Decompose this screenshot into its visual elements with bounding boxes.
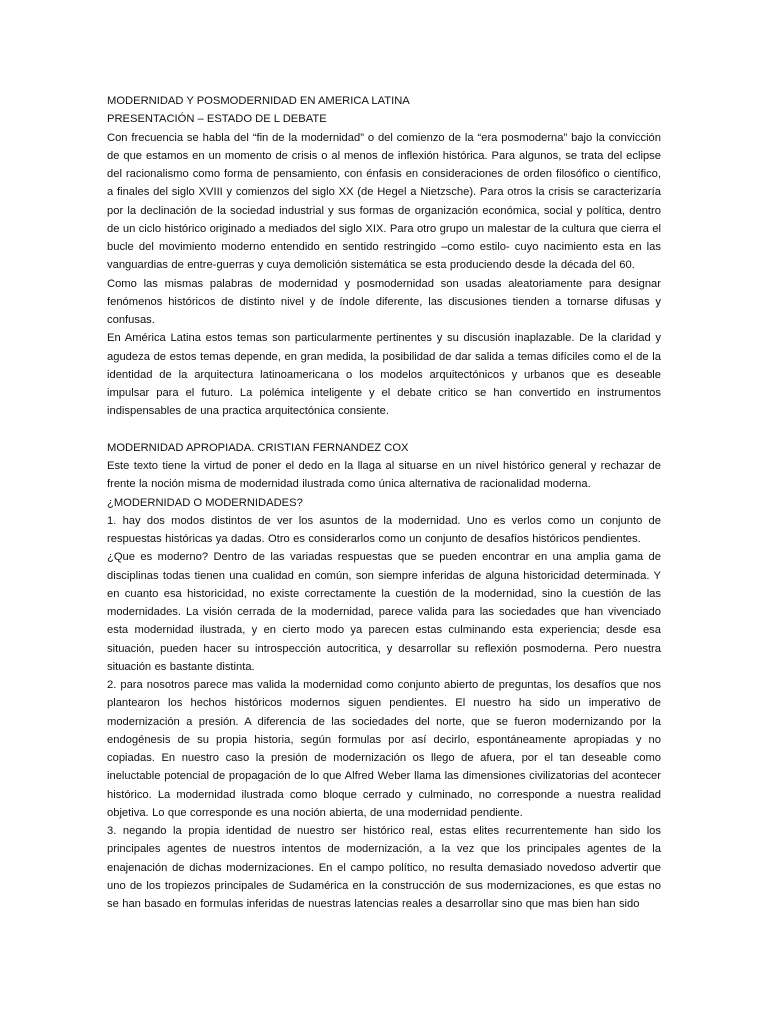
- paragraph: 1. hay dos modos distintos de ver los asuntos de la modernidad. Uno es verlos como un conjunto de respuestas históricas ya dadas. Otro es considerarlos como un conjunto de desafíos históricos pendientes.: [107, 514, 661, 545]
- paragraph: 3. negando la propia identidad de nuestro ser histórico real, estas elites recurrentemente han sido los principales agentes de nuestros intentos de modernización, a la vez que los principales agentes de la enajenación de dichas modernizaciones. En el campo político, no resulta demasiado novedoso advertir que uno de los tropiezos principales de Sudamérica en la construcción de sus modernizaciones, es que estas no se han basado en formulas inferidas de nuestras latencias reales a desarrollar sino que mas bien han sido: [107, 825, 661, 910]
- document-page: [107, 92, 661, 913]
- section-heading-modernidad-apropiada: MODERNIDAD APROPIADA. CRISTIAN FERNANDEZ COX: [107, 441, 409, 454]
- paragraph: ¿Que es moderno? Dentro de las variadas respuestas que se pueden encontrar en una amplia gama de disciplinas todas tienen una cualidad en común, son siempre inferidas de alguna historicidad determinada. Y en cuanto esa historicidad, no existe correctamente la cuestión de la modernidad, sino la cuestión de las modernidades. La visión cerrada de la modernidad, parece valida para las sociedades que han vivenciado esta modernidad ilustrada, y en cierto modo ya parecen estas culminando esta experiencia; desde esa situación, pueden hacer su introspección autocritica, y desarrollar su reflexión posmoderna. Pero nuestra situación es bastante distinta.: [107, 551, 661, 673]
- paragraph: Este texto tiene la virtud de poner el dedo en la llaga al situarse en un nivel histórico general y rechazar de frente la noción misma de modernidad ilustrada como única alternativa de racionalidad moderna.: [107, 460, 661, 491]
- paragraph: En América Latina estos temas son particularmente pertinentes y su discusión inaplazable. De la claridad y agudeza de estos temas depende, en gran medida, la posibilidad de dar salida a temas difíciles como el de la identidad de la arquitectura latinoamericana o los modelos arquitectónicos y urbanos que es deseable impulsar para el futuro. La polémica inteligente y el debate critico se han convertido en instrumentos indispensables de una practica arquitectónica consiente.: [107, 332, 661, 418]
- paragraph: 2. para nosotros parece mas valida la modernidad como conjunto abierto de preguntas, los desafíos que nos plantearon los hechos históricos modernos siguen pendientes. El nuestro ha sido un imperativo de modernización a presión. A diferencia de las sociedades del norte, que se fueron modernizando por la endogénesis de su propia historia, según formulas por así decirlo, espontáneamente apropiadas y no copiadas. En nuestro caso la presión de modernización os llego de afuera, por el tan deseable como ineluctable potencial de propagación de lo que Alfred Weber llama las dimensiones civilizatorias del acontecer histórico. La modernidad ilustrada como bloque cerrado y culminado, no corresponde a nuestra realidad objetiva. Lo que corresponde es una noción abierta, de una modernidad pendiente.: [107, 679, 661, 819]
- section-spacer: [107, 421, 661, 439]
- paragraph: Con frecuencia se habla del “fin de la modernidad” o del comienzo de la “era posmoderna” bajo la convicción de que estamos en un momento de crisis o al menos de inflexión histórica. Para algunos, se trata del eclipse del racionalismo como forma de pensamiento, con énfasis en consideraciones de orden filosófico o científico, a finales del siglo XVIII y comienzos del siglo XX (de Hegel a Nietzsche). Para otros la crisis se caracterizaría por la declinación de la sociedad industrial y sus formas de organización económica, social y política, dentro de un ciclo histórico originado a mediados del siglo XIX. Para otro grupo un malestar de la cultura que cierra el bucle del movimiento moderno entendido en sentido restringido –como estilo- cuyo nacimiento esta en las vanguardias de entre-guerras y cuya demolición sistemática se esta produciendo desde la década del 60.: [107, 131, 661, 272]
- section-heading-presentacion: PRESENTACIÓN – ESTADO DE L DEBATE: [107, 113, 327, 126]
- document-title: MODERNIDAD Y POSMODERNIDAD EN AMERICA LATINA: [107, 95, 410, 107]
- paragraph: Como las mismas palabras de modernidad y posmodernidad son usadas aleatoriamente para designar fenómenos históricos de distinto nivel y de índole diferente, las discusiones tienden a tornarse difusas y confusas.: [107, 277, 661, 326]
- subheading-question: ¿MODERNIDAD O MODERNIDADES?: [107, 496, 303, 509]
